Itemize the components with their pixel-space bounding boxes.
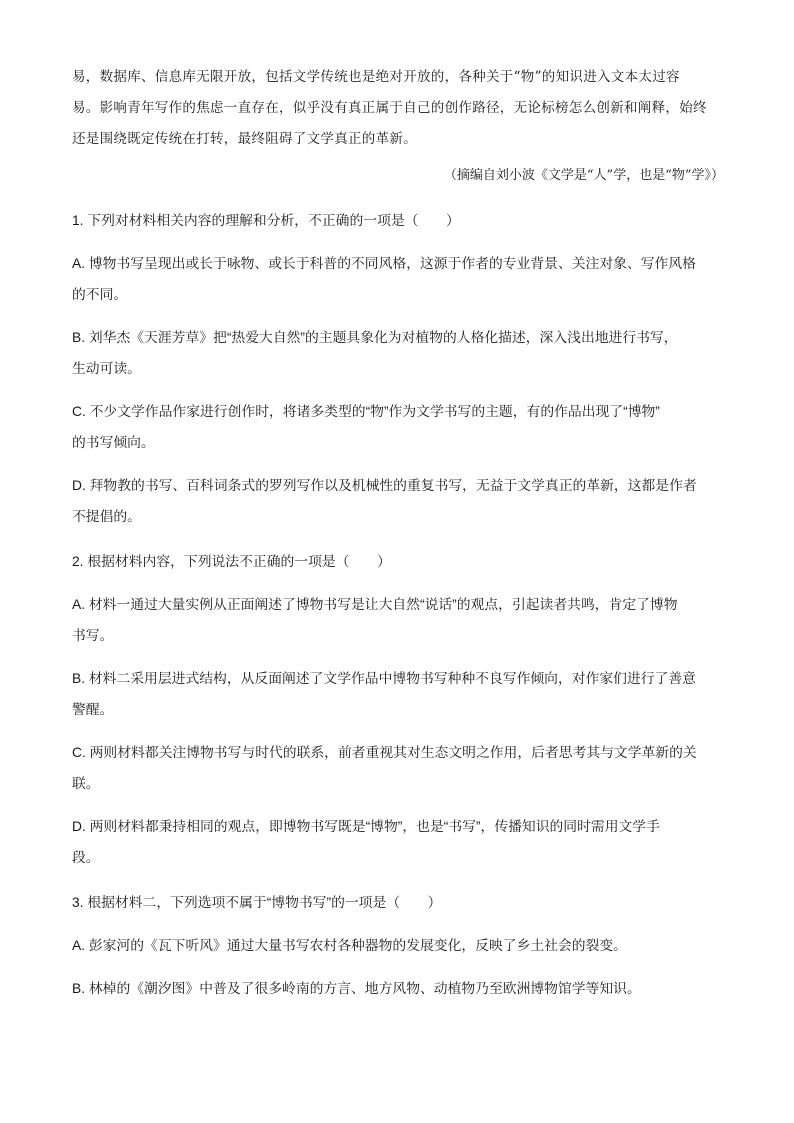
option-line: 的书写倾向。 — [72, 435, 155, 450]
question-2-option-a — [72, 589, 724, 651]
question-2-option-b — [72, 663, 724, 725]
option-line: A. 博物书写呈现出或长于咏物、或长于科普的不同风格，这源于作者的专业背景、关注对象、写作风格 — [72, 256, 696, 271]
option-line: 生动可读。 — [72, 361, 141, 376]
passage-source: （摘编自刘小波《文学是“人”学，也是“物”学》） — [443, 168, 724, 183]
option-line: C. 两则材料都关注博物书写与时代的联系，前者重视其对生态文明之作用，后者思考其与文学革新的关 — [72, 745, 697, 760]
question-2-option-c — [72, 737, 724, 799]
question-1-option-c — [72, 396, 724, 458]
option-line: 不提倡的。 — [72, 509, 141, 524]
option-line: 书写。 — [72, 628, 114, 643]
passage-line: 还是围绕既定传统在打转，最终阻碍了文学真正的革新。 — [72, 131, 417, 147]
question-3-option-a — [72, 930, 724, 961]
question-2-stem: 2. 根据材料内容，下列说法不正确的一项是（ ） — [72, 554, 391, 569]
question-1-stem: 1. 下列对材料相关内容的理解和分析，不正确的一项是（ ） — [72, 213, 460, 228]
question-1-option-a — [72, 248, 724, 310]
option-line: 联。 — [72, 776, 100, 791]
question-1-option-d — [72, 470, 724, 532]
option-line: D. 两则材料都秉持相同的观点，即博物书写既是“博物”，也是“书写”，传播知识的同时需用文学手 — [72, 819, 660, 834]
passage-text — [72, 62, 724, 155]
option-line: 的不同。 — [72, 287, 128, 302]
option-line: A. 彭家河的《瓦下听风》通过大量书写农村各种器物的发展变化，反映了乡土社会的裂变。 — [72, 938, 627, 953]
option-line: B. 材料二采用层进式结构，从反面阐述了文学作品中博物书写种种不良写作倾向，对作家们进行了善意 — [72, 671, 696, 686]
option-line: D. 拜物教的书写、百科词条式的罗列写作以及机械性的重复书写，无益于文学真正的革新，这都是作者 — [72, 478, 697, 493]
document-body — [72, 62, 724, 1004]
option-line: B. 林棹的《潮汐图》中普及了很多岭南的方言、地方风物、动植物乃至欧洲博物馆学等知识。 — [72, 981, 641, 996]
passage-line: 易，数据库、信息库无限开放，包括文学传统也是绝对开放的，各种关于“物”的知识进入文本太过容 — [72, 69, 680, 85]
option-line: A. 材料一通过大量实例从正面阐述了博物书写是让大自然“说话”的观点，引起读者共鸣，肯定了博物 — [72, 597, 678, 612]
option-line: 警醒。 — [72, 702, 114, 717]
question-2-option-d — [72, 811, 724, 873]
question-3-option-b — [72, 973, 724, 1004]
option-line: B. 刘华杰《天涯芳草》把“热爱大自然”的主题具象化为对植物的人格化描述，深入浅出地进行书写， — [72, 330, 678, 345]
question-1-option-b — [72, 322, 724, 384]
option-line: C. 不少文学作品作家进行创作时，将诸多类型的“物”作为文学书写的主题，有的作品出现了“博物” — [72, 404, 660, 419]
question-3-stem: 3. 根据材料二，下列选项不属于“博物书写”的一项是（ ） — [72, 895, 442, 910]
option-line: 段。 — [72, 850, 100, 865]
passage-line: 易。影响青年写作的焦虑一直存在，似乎没有真正属于自己的创作路径，无论标榜怎么创新和阐释，始终 — [72, 100, 707, 116]
